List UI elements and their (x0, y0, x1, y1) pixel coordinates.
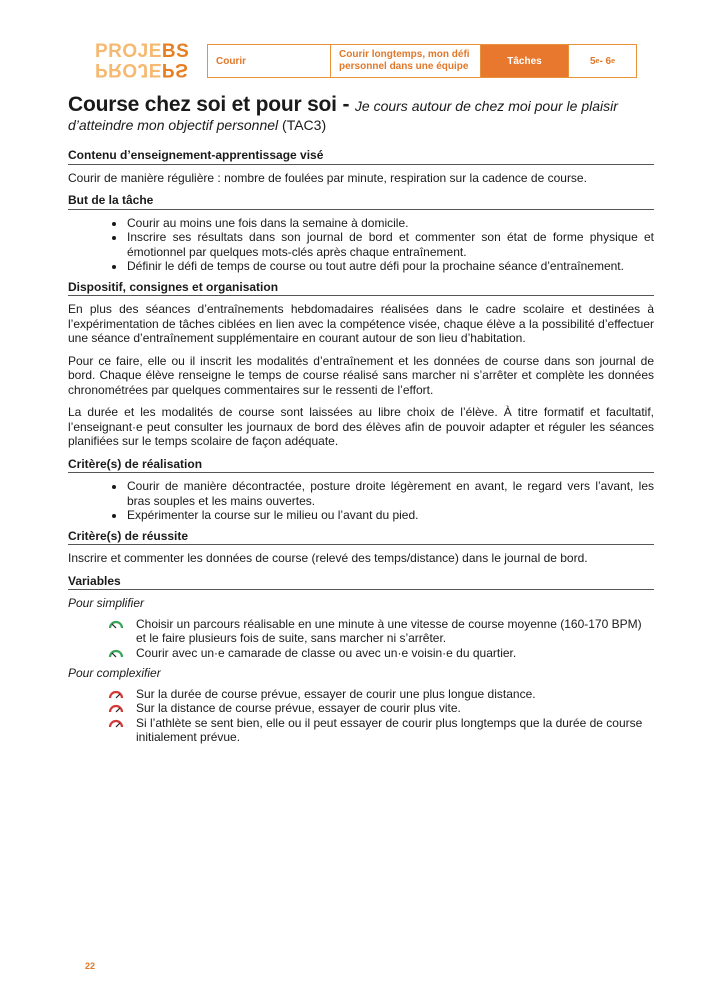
complexifier-label: Pour complexifier (68, 666, 161, 680)
list-item: • Définir le défi de temps de course ou tout autre défi pour la prochaine séance d’entraînement. (126, 259, 654, 274)
list-item: Sur la durée de course prévue, essayer de courir une plus longue distance. (108, 687, 654, 702)
reussite-text: Inscrire et commenter les données de course (relevé des temps/distance) dans le journal de bord. (68, 551, 588, 565)
header-type: Tâches (481, 44, 569, 78)
header-activity: Courir (207, 44, 331, 78)
title-subtitle: Je cours autour de chez moi pour le plaisir d’atteindre mon objectif personnel (68, 98, 618, 133)
gauge-low-green-icon (108, 619, 124, 629)
list-item: • Inscrire ses résultats dans son journal de bord et commenter son état de forme physique et émotionnel par quelques mots-clés après chaque entraînement. (126, 230, 654, 259)
simplifier-list (68, 617, 654, 661)
list-item: • Courir au moins une fois dans la semaine à domicile. (126, 216, 654, 231)
gauge-high-red-icon (108, 689, 124, 699)
title-code: (TAC3) (278, 117, 327, 133)
realisation-list (68, 479, 654, 523)
but-list (68, 216, 654, 274)
section-heading-reussite: Critère(s) de réussite (68, 529, 654, 546)
title-main: Course chez soi et pour soi - (68, 93, 355, 116)
gauge-high-red-icon (108, 703, 124, 713)
list-item: Choisir un parcours réalisable en une minute à une vitesse de course moyenne (160-170 BPM) et le faire plusieurs fois de suite, sans marcher ni s’arrêter. (108, 617, 654, 646)
document-body (68, 148, 654, 751)
header-band (207, 44, 637, 78)
contenu-text: Courir de manière régulière : nombre de foulées par minute, respiration sur la cadence de course. (68, 170, 587, 185)
header-level: 5 e - 6 e (569, 44, 637, 78)
dispositif-paragraph: La durée et les modalités de course sont laissées au libre choix de l’élève. À titre formatif et facultatif, l’enseignant·e peut consulter les journaux de bord des élèves afin de pouvoir adapter et réguler les séances planifiées sur le temps scolaire de façon adéquate. (68, 405, 654, 448)
gauge-high-red-icon (108, 718, 124, 728)
dispositif-paragraph: Pour ce faire, elle ou il inscrit les modalités d’entraînement et les données de course dans son journal de bord. Chaque élève renseigne le temps de course réalisé sans marcher ni s’arrêter et complète les données chronométrées par quelques commentaires sur le ressenti de l’effort. (68, 353, 654, 397)
projebs-logo: PROJEBS PROJEPS (95, 41, 190, 80)
list-item: Sur la distance de course prévue, essayer de courir plus vite. (108, 701, 654, 716)
page-number: 22 (85, 961, 96, 971)
list-item: • Expérimenter la course sur le milieu ou l’avant du pied. (126, 508, 654, 523)
simplifier-label: Pour simplifier (68, 596, 145, 610)
section-heading-dispositif: Dispositif, consignes et organisation (68, 280, 654, 297)
list-item: Courir avec un·e camarade de classe ou avec un·e voisin·e du quartier. (108, 646, 654, 661)
section-heading-contenu: Contenu d’enseignement-apprentissage visé (68, 148, 654, 165)
complexifier-list (68, 687, 654, 745)
section-heading-but: But de la tâche (68, 193, 654, 210)
page-title (68, 95, 648, 135)
section-heading-realisation: Critère(s) de réalisation (68, 457, 654, 474)
section-heading-variables: Variables (68, 574, 654, 591)
list-item: • Courir de manière décontractée, posture droite légèrement en avant, le regard vers l’avant, les bras souples et les mains ouvertes. (126, 479, 654, 508)
header-competence: Courir longtemps, mon défi personnel dans une équipe (331, 44, 481, 78)
list-item: Si l’athlète se sent bien, elle ou il peut essayer de courir plus longtemps que la durée de course initialement prévue. (108, 716, 654, 745)
gauge-low-green-icon (108, 648, 124, 658)
dispositif-paragraph: En plus des séances d’entraînements hebdomadaires réalisées dans le cadre scolaire et destinées à l’expérimentation de tâches ciblées en lien avec la compétence visée, chaque élève a la possibilité d’effectuer une séance d’entraînement supplémentaire en courant autour de son lieu d’habitation. (68, 302, 654, 345)
